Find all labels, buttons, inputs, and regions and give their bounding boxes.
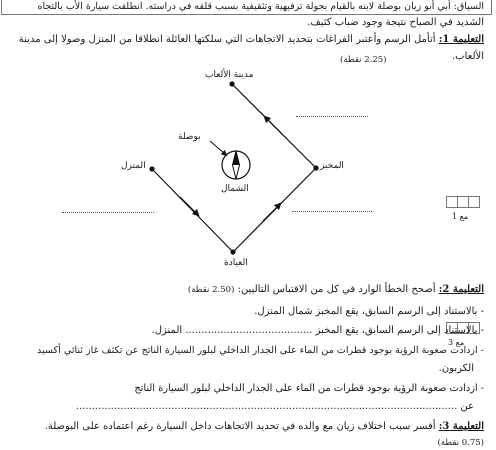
task3-text: أفسر سبب اختلاف زيان مع والده في تحديد الاتجاهات داخل السيارة رغم اعتماده على البوصلة. (44, 421, 436, 432)
blank-city-bakery[interactable] (296, 116, 368, 117)
label-clinic: العيادة (224, 258, 248, 268)
route-home-clinic (152, 169, 233, 252)
task2-item-4-cont: عن ........................................................................................................................ (75, 401, 474, 412)
label-city: مدينة الألعاب (205, 70, 254, 80)
arrow-bakery-city (266, 118, 282, 134)
label-bakery: المخبز (320, 161, 344, 171)
task2-text: أصحح الخطأ الوارد في كل من الاقتباس التاليين: (237, 284, 436, 295)
intro-line-2: الشديد في الصباح نتيجة وجود ضباب كثيف. (307, 17, 484, 28)
grade-cell-1c (468, 196, 480, 208)
blank-clinic-bakery[interactable] (292, 211, 372, 212)
task1-text-2: الألعاب. (452, 51, 484, 62)
task1-title: التعليمة 1: (438, 34, 484, 45)
compass-icon (222, 151, 250, 179)
task1-points: (2.25 نقطة) (340, 55, 387, 65)
task2-points: (2.50 نقطة) (187, 285, 235, 295)
label-north: الشمال (221, 184, 249, 194)
point-clinic (230, 249, 235, 254)
task2-item-3: - ازدادت صعوبة الرؤية بوجود قطرات من الماء على الجدار الداخلي لبلور السيارة الناتج عن تكثف غاز ثنائي أكسيد (37, 345, 484, 356)
task1-text: أتأمل الرسم وأعتبر الفراغات بتحديد الاتجاهات التي سلكتها العائلة انطلاقا من المنزل وصولا إلى مدينة (18, 34, 436, 45)
point-bakery (313, 165, 318, 170)
task3-title: التعليمة 3: (438, 421, 484, 432)
arrow-home-clinic (180, 197, 197, 214)
point-home (149, 166, 154, 171)
side-mark-3: مع 3 (448, 338, 465, 347)
intro-line-1: السياق: أبي أبو زيان بوصلة لابنه بالقيام بجولة ترفيهية وتثقيفية بسبب قلقه في دراسته. انطلقت سيارة الأب بالتجاه (37, 1, 484, 12)
side-mark-1: مع 1 (452, 212, 469, 221)
task2-item-3-cont: الكربون. (438, 363, 474, 374)
task2-item-2: - بالاستناد إلى الرسم السابق، يقع المخبز ........................................ المنزل. (151, 325, 484, 336)
point-city (229, 81, 234, 86)
compass-pointer (210, 141, 225, 154)
task3-points: (0.75 نقطة) (437, 438, 484, 448)
task2-item-1: - بالاستناد إلى الرسم السابق، يقع المخبز شمال المنزل. (254, 306, 484, 317)
task2-line (188, 284, 484, 295)
blank-home-clinic[interactable] (62, 212, 154, 213)
task3-line (45, 421, 484, 432)
task2-title: التعليمة 2: (438, 284, 484, 295)
label-home: المنزل (121, 161, 146, 171)
label-compass: بوصلة (178, 132, 201, 142)
task2-item-4: - ازدادت صعوبة الرؤية بوجود قطرات من الماء على الجدار الداخلي لبلور السيارة الناتج (134, 383, 484, 394)
arrow-clinic-bakery (263, 205, 279, 221)
